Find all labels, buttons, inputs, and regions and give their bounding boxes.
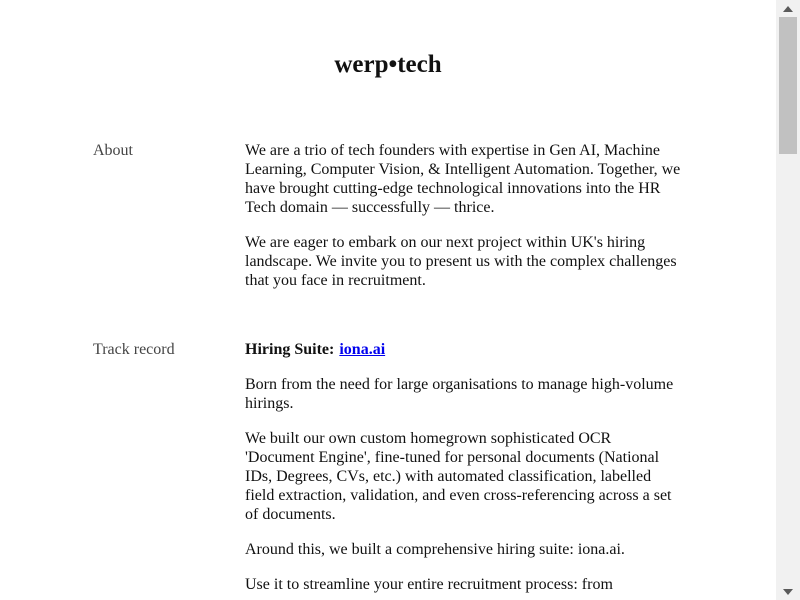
section-track-record [93,340,683,600]
scrollbar-thumb[interactable] [779,17,797,154]
iona-ai-link[interactable]: iona.ai [339,341,386,358]
page-title: werp•tech [334,51,442,78]
scroll-down-arrow-icon [783,589,793,595]
track-record-paragraph-4: Use it to streamline your entire recruitment process: from [245,576,613,593]
section-content-track-record [245,340,683,600]
track-record-paragraph-1: Born from the need for large organisations to manage high-volume hirings. [245,376,674,412]
scroll-up-arrow-icon [783,6,793,12]
about-paragraph-2: We are eager to embark on our next project within UK's hiring landscape. We invite you to present us with the complex challenges that you face in recruitment. [245,234,677,289]
section-content-about [245,141,683,306]
content-container [93,50,683,600]
track-record-paragraph-3: Around this, we built a comprehensive hiring suite: iona.ai. [245,541,625,558]
hiring-suite-heading [245,340,683,359]
section-about [93,141,683,306]
scroll-up-button[interactable] [776,0,800,17]
vertical-scrollbar[interactable] [776,0,800,600]
section-label-about: About [93,142,133,159]
hiring-suite-heading-text: Hiring Suite: [245,341,335,358]
scroll-down-button[interactable] [776,583,800,600]
track-record-paragraph-2: We built our own custom homegrown sophisticated OCR 'Document Engine', fine-tuned for personal documents (National IDs, Degrees, CVs, etc.) with automated classification, labelled field extraction, validation, and even cross-referencing across a set of documents. [245,430,672,523]
section-label-track-record: Track record [93,341,175,358]
about-paragraph-1: We are a trio of tech founders with expertise in Gen AI, Machine Learning, Computer Vision, & Intelligent Automation. Together, we have brought cutting-edge technological innovations into the HR Tech domain — successfully — thrice. [245,142,681,216]
